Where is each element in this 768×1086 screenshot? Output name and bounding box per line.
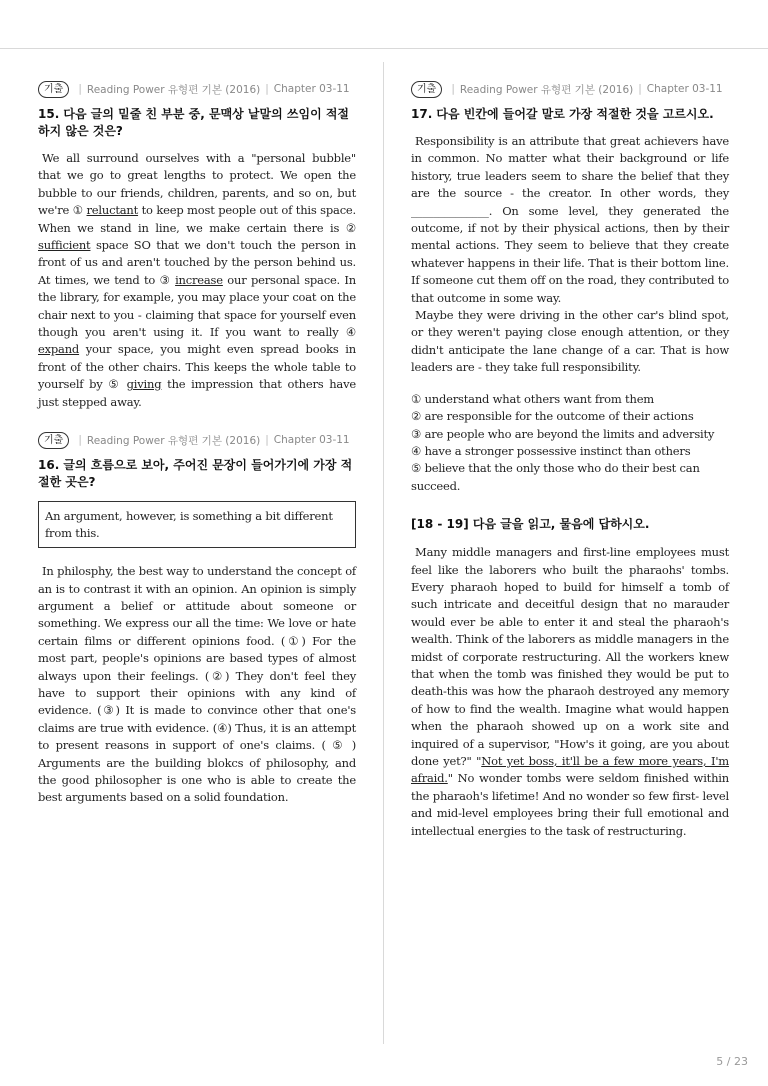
q18-19-underline: Not yet boss, it'll be a few more years, I'm afraid.: [411, 754, 729, 786]
header-rule: [0, 48, 768, 49]
q15-passage: We all surround ourselves with a "personal bubble" that we go to great lengths to protect. We open the bubble to our friends, children, parents, and so on, but we're ① reluctant to keep most people out of this space. When we stand in line, we make certain there is ② sufficient space SO that we don't touch the person in front of us and aren't touched by the person behind us. At times, we tend to ③ increase our personal space. In the library, for example, you may place your coat on the chair next to you - claiming that space for yourself even though you aren't using it. If you want to really ④ expand your space, you might even spread books in front of the other chairs. This keeps the whole table to yourself by ⑤ giving the impression that others have just stepped away.: [38, 151, 356, 409]
q15-underline-4: expand: [38, 342, 80, 357]
q17-title: 17. 다음 빈칸에 들어갈 말로 가장 적절한 것을 고르시오.: [411, 107, 714, 121]
exam-badge: 기출: [38, 81, 69, 98]
choice-2[interactable]: ② are responsible for the outcome of their actions: [411, 409, 694, 424]
q17-passage-1: Responsibility is an attribute that great achievers have in common. No matter what their background or life history, true leaders seem to share the belief that they are the source - the creator. In other words, they ______________. On some level, they generated the outcome, if not by their physical actions, then by their mental actions. They seem to believe that they create whatever happens in their life. That is their bottom line. If someone cut them off on the road, they contributed to that outcome in some way.: [411, 134, 729, 305]
q16-source-line: 기출 | Reading Power 유형편 기본 (2016) | Chapter 03-11: [38, 431, 356, 449]
q15-underline-2: sufficient: [38, 238, 91, 253]
q15-underline-5: giving: [126, 377, 162, 392]
source-title: Reading Power 유형편 기본 (2016): [86, 83, 261, 96]
q16-passage: In philosphy, the best way to understand the concept of an is to contrast it with an opinion. An opinion is simply argument a belief or attitude about someone or something. We express our all the time: We love or hate certain films or different opinions food. (①) For the most part, people's opinions are based types of almost always upon their feelings. (②) They don't feel they have to support their opinions with any kind of evidence. (③) It is made to convince other that one's claims are true with evidence. (④) Thus, it is an attempt to present reasons in support of one's claims. ( ⑤ ) Arguments are the building blokcs of philosophy, and the good philosopher is one who is able to create the best arguments based on a solid foundation.: [38, 564, 356, 805]
source-chapter: Chapter 03-11: [273, 83, 350, 95]
page-number: 5 / 23: [716, 1055, 748, 1068]
source-chapter: Chapter 03-11: [646, 83, 723, 95]
q17-passage-2: Maybe they were driving in the other car's blind spot, or they weren't paying close enough attention, or they didn't anticipate the lane change of a car. That is how leaders are - they take full responsibility.: [411, 308, 729, 375]
choice-5[interactable]: ⑤ believe that the only those who do their best can succeed.: [411, 461, 700, 493]
q15-source-line: 기출 | Reading Power 유형편 기본 (2016) | Chapter 03-11: [38, 80, 356, 98]
choice-4[interactable]: ④ have a stronger possessive instinct than others: [411, 443, 691, 458]
q18-19-passage: Many middle managers and first-line employees must feel like the laborers who built the pharaohs' tombs. Every pharaoh hoped to build for himself a tomb of such intricate and deceitful design that no marauder would ever be able to enter it and steal the pharaoh's wealth. Think of the laborers as middle managers in the midst of corporate restructuring. All the workers knew that when the tomb was finished they would be put to death-this was how the pharaoh destroyed any memory of how to find the wealth. Imagine what would happen when the pharaoh showed up on a work site and inquired of a supervisor, "How's it going, are you about done yet?" "Not yet boss, it'll be a few more years, I'm afraid." No wonder tombs were seldom finished within the pharaoh's lifetime! And no wonder so few first- level and mid-level employees bring their full emotional and intellectual energies to the task of restructuring.: [411, 545, 729, 838]
exam-badge: 기출: [411, 81, 442, 98]
exam-badge: 기출: [38, 432, 69, 449]
q17-choices: [411, 391, 729, 495]
column-divider: [383, 62, 384, 1044]
choice-1[interactable]: ① understand what others want from them: [411, 391, 654, 406]
q15-title: 15. 다음 글의 밑줄 친 부분 중, 문맥상 낱말의 쓰임이 적절하지 않은 것은?: [38, 107, 350, 138]
left-column: [38, 80, 356, 807]
source-title: Reading Power 유형편 기본 (2016): [459, 83, 634, 96]
q15-underline-1: reluctant: [86, 203, 139, 218]
q16-title: 16. 글의 흐름으로 보아, 주어진 문장이 들어가기에 가장 적절한 곳은?: [38, 458, 353, 490]
source-chapter: Chapter 03-11: [273, 434, 350, 447]
source-title: Reading Power 유형편 기본 (2016): [86, 434, 261, 447]
choice-3[interactable]: ③ are people who are beyond the limits and adversity: [411, 426, 715, 441]
q15-underline-3: increase: [175, 272, 223, 287]
right-column: [411, 80, 729, 840]
q16-given-sentence: An argument, however, is something a bit different from this.: [38, 501, 356, 548]
q17-source-line: 기출 | Reading Power 유형편 기본 (2016) | Chapter 03-11: [411, 80, 729, 98]
q18-19-header: [18 - 19] 다음 글을 읽고, 물음에 답하시오.: [411, 517, 650, 532]
